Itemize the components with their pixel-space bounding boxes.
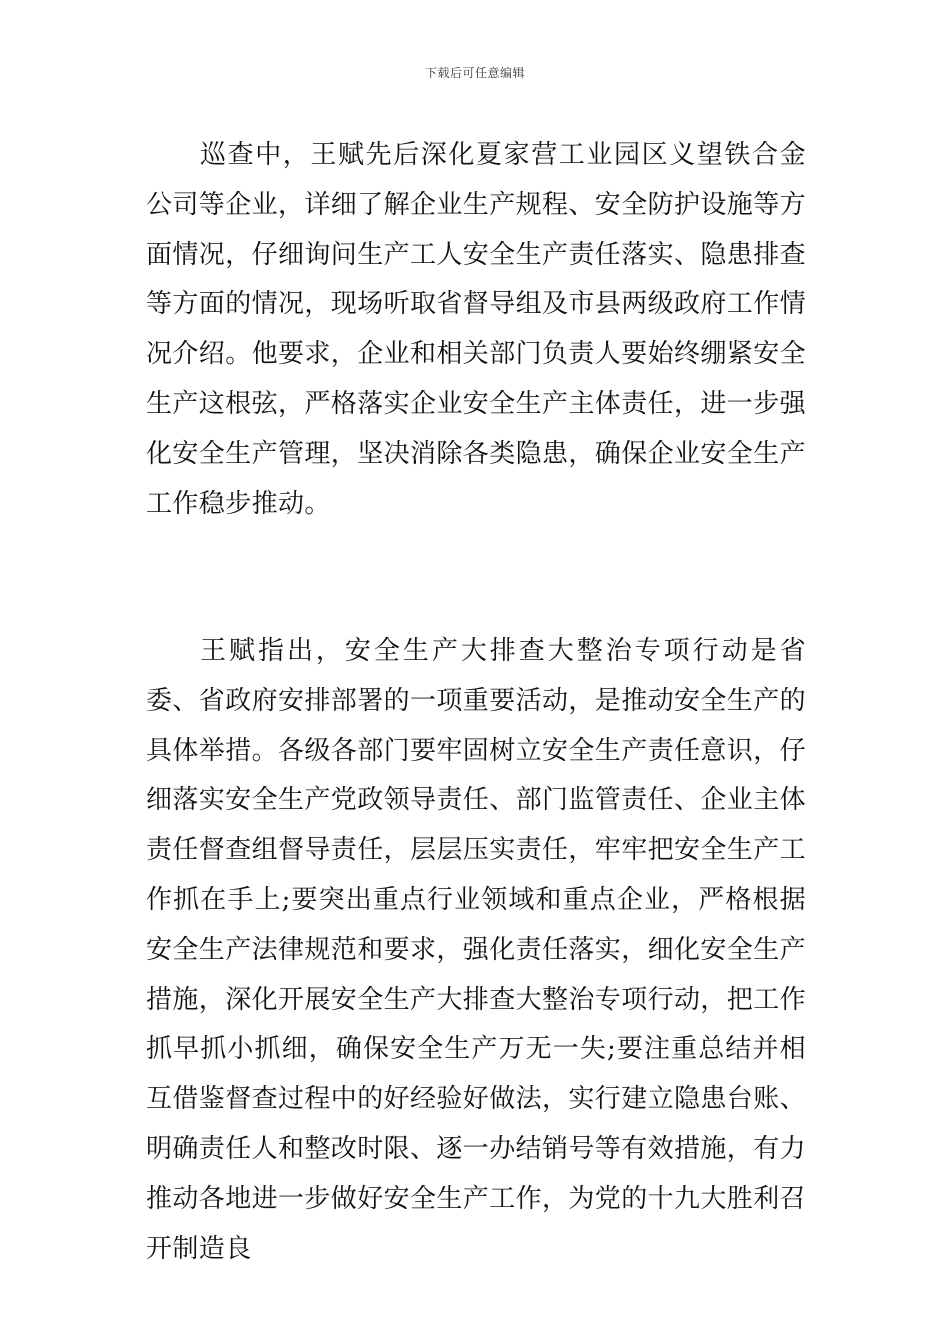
header-note: 下载后可任意编辑 xyxy=(424,66,525,80)
paragraph-inspection: 巡查中，王赋先后深化夏家营工业园区义望铁合金公司等企业，详细了解企业生产规程、安全防护设施等方面情况，仔细询问生产工人安全生产责任落实、隐患排查等方面的情况，现场听取省督导组及市县两级政府工作情况介绍。他要求，企业和相关部门负责人要始终绷紧安全生产这根弦，严格落实企业安全生产主体责任，进一步强化安全生产管理，坚决消除各类隐患，确保企业安全生产工作稳步推动。 xyxy=(146,140,807,519)
paragraph-directives: 王赋指出，安全生产大排查大整治专项行动是省委、省政府安排部署的一项重要活动，是推动安全生产的具体举措。各级各部门要牢固树立安全生产责任意识，仔细落实安全生产党政领导责任、部门监管责任、企业主体责任督查组督导责任，层层压实责任，牢牢把安全生产工作抓在手上;要突出重点行业领域和重点企业，严格根据安全生产法律规范和要求，强化责任落实，细化安全生产措施，深化开展安全生产大排查大整治专项行动，把工作抓早抓小抓细，确保安全生产万无一失;要注重总结并相互借鉴督查过程中的好经验好做法，实行建立隐患台账、明确责任人和整改时限、逐一办结销号等有效措施，有力推动各地进一步做好安全生产工作，为党的十九大胜利召开制造良 xyxy=(146,636,807,1264)
